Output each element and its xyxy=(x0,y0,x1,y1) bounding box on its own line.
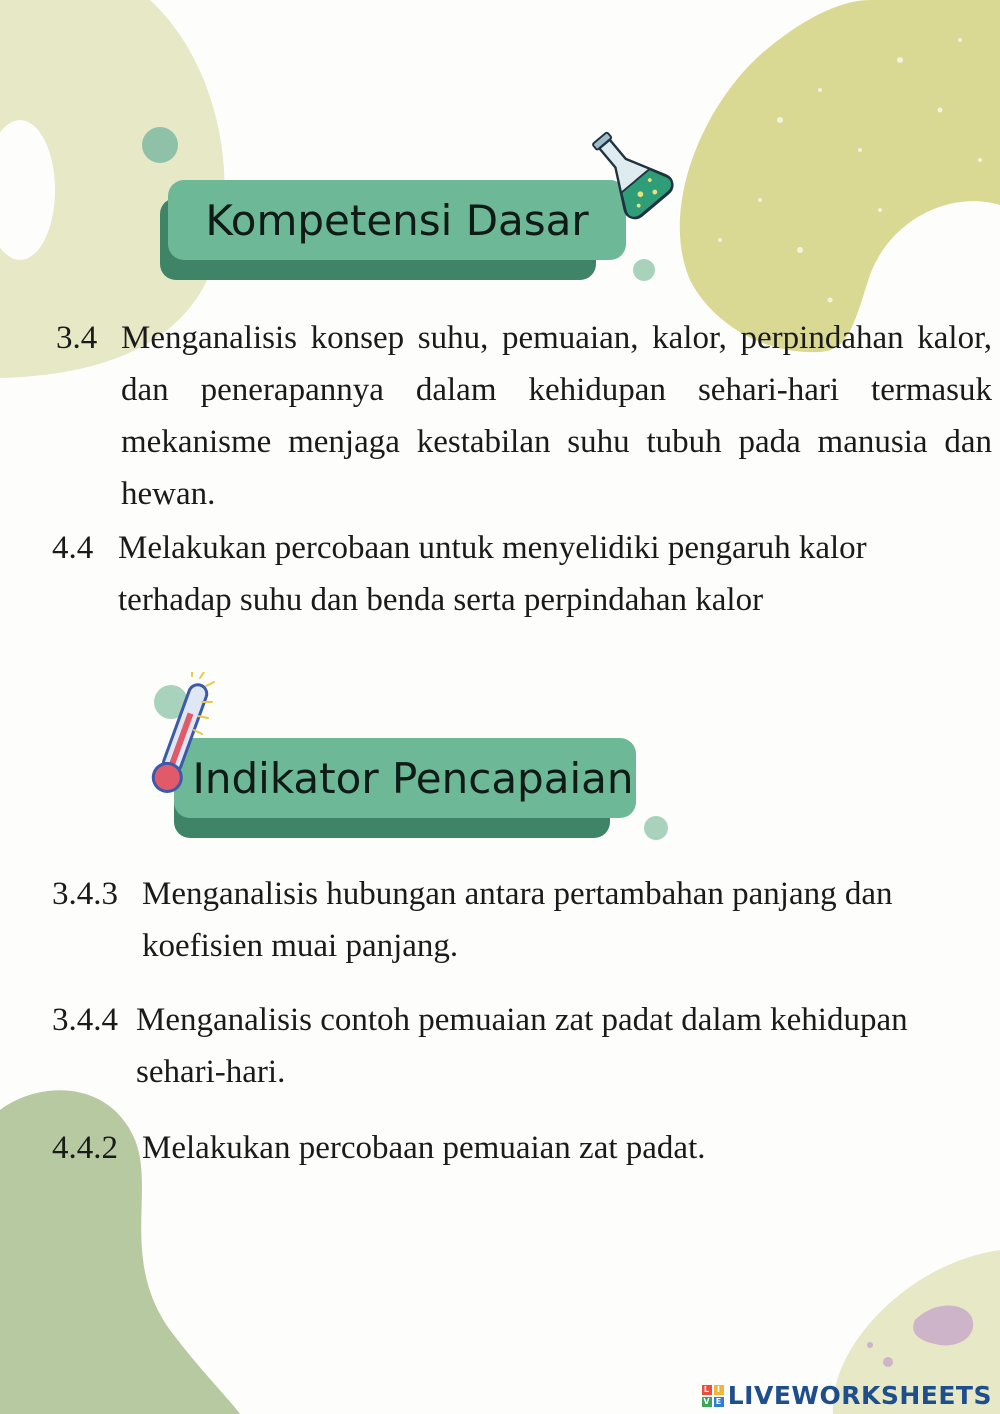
dot-teal-small xyxy=(644,816,668,840)
liveworksheets-brand[interactable] xyxy=(702,1381,992,1410)
section-title-indikator-text: Indikator Pencapaian xyxy=(192,753,634,803)
indikator-item-text: Menganalisis hubungan antara pertambahan panjang dan koefisien muai panjang. xyxy=(142,876,893,964)
flask-icon xyxy=(580,124,676,220)
kd-item-number: 3.4 xyxy=(56,320,98,356)
kd-item-text: Menganalisis konsep suhu, pemuaian, kalor, perpindahan kalor, dan penerapannya dalam kehidupan sehari-hari termasuk mekanisme menjaga kestabilan suhu tubuh pada manusia dan hewan. xyxy=(121,320,992,512)
banner-kompetensi-dasar xyxy=(160,180,626,284)
liveworksheets-text: LIVEWORKSHEETS xyxy=(727,1381,992,1410)
kd-item-text: Melakukan percobaan untuk menyelidiki pengaruh kalor terhadap suhu dan benda serta perpindahan kalor xyxy=(118,530,867,618)
indikator-item-text: Menganalisis contoh pemuaian zat padat dalam kehidupan sehari-hari. xyxy=(136,1002,908,1090)
kd-item-number: 4.4 xyxy=(52,530,94,566)
indikator-item-number: 4.4.2 xyxy=(52,1130,118,1166)
liveworksheets-logo-icon: L I V E xyxy=(702,1385,724,1407)
section-title-kompetensi-text: Kompetensi Dasar xyxy=(205,195,589,245)
dot-teal-top xyxy=(142,127,178,163)
blob-top-right xyxy=(680,0,1000,352)
indikator-item-number: 3.4.3 xyxy=(52,876,118,912)
section-title-indikator xyxy=(174,738,636,818)
indikator-item-text: Melakukan percobaan pemuaian zat padat. xyxy=(142,1130,706,1166)
banner-indikator-pencapaian xyxy=(174,738,636,842)
thermometer-icon xyxy=(142,672,222,802)
indikator-item-number: 3.4.4 xyxy=(52,1002,118,1038)
section-title-kompetensi xyxy=(168,180,626,260)
dot-teal-mid xyxy=(633,259,655,281)
